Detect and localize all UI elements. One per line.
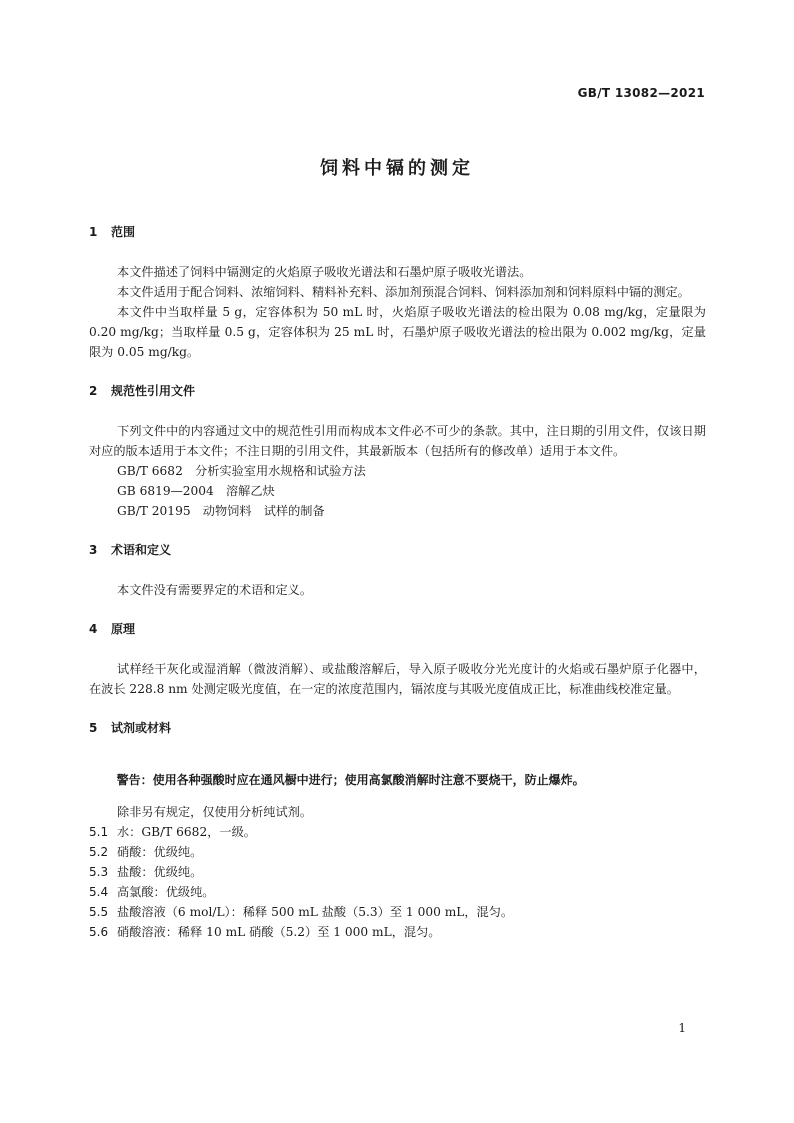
page-header: GB/T 13082—2021 bbox=[577, 86, 705, 100]
section-number: 1 bbox=[89, 225, 98, 239]
reference-item: GB/T 20195 动物饲料 试样的制备 bbox=[117, 504, 325, 518]
section-title: 术语和定义 bbox=[111, 543, 172, 557]
document-title: 饲料中镉的测定 bbox=[320, 158, 474, 179]
item-text: 硝酸：优级纯。 bbox=[117, 845, 203, 859]
scope-paragraph-1: 本文件描述了饲料中镉测定的火焰原子吸收光谱法和石墨炉原子吸收光谱法。 bbox=[117, 265, 532, 279]
reagent-item bbox=[89, 862, 706, 882]
page-number: 1 bbox=[678, 1021, 686, 1035]
reagent-item bbox=[89, 902, 706, 922]
section-number: 5 bbox=[89, 721, 98, 735]
item-text: 高氯酸：优级纯。 bbox=[117, 885, 215, 899]
section-number: 4 bbox=[89, 622, 98, 636]
item-number: 5.5 bbox=[89, 905, 109, 919]
reagent-item bbox=[89, 922, 706, 942]
reagents-intro-paragraph: 除非另有规定，仅使用分析纯试剂。 bbox=[117, 805, 313, 819]
principle-paragraph: 试样经干灰化或湿消解（微波消解）、或盐酸溶解后，导入原子吸收分光光度计的火焰或石墨炉原子化器中，在波长 228.8 nm 处测定吸光度值，在一定的浓度范围内，镉浓度与其吸光度值成正比，标准曲线校准定量。 bbox=[89, 662, 706, 696]
reagent-item bbox=[89, 842, 706, 862]
item-text: 水：GB/T 6682，一级。 bbox=[117, 825, 256, 839]
item-number: 5.6 bbox=[89, 925, 109, 939]
scope-paragraph-2: 本文件适用于配合饲料、浓缩饲料、精料补充料、添加剂预混合饲料、饲料添加剂和饲料原料中镉的测定。 bbox=[117, 285, 690, 299]
document-body bbox=[89, 222, 706, 942]
reagent-item bbox=[89, 822, 706, 842]
item-text: 盐酸：优级纯。 bbox=[117, 865, 203, 879]
reference-item: GB 6819—2004 溶解乙炔 bbox=[117, 484, 275, 498]
item-number: 5.1 bbox=[89, 825, 109, 839]
item-text: 硝酸溶液：稀释 10 mL 硝酸（5.2）至 1 000 mL，混匀。 bbox=[117, 925, 441, 939]
section-number: 2 bbox=[89, 384, 98, 398]
section-normative-references-heading bbox=[89, 381, 706, 401]
section-title: 原理 bbox=[111, 622, 136, 636]
section-title: 规范性引用文件 bbox=[111, 384, 196, 398]
item-number: 5.2 bbox=[89, 845, 109, 859]
scope-paragraph-3: 本文件中当取样量 5 g，定容体积为 50 mL 时，火焰原子吸收光谱法的检出限为 0.08 mg/kg，定量限为 0.20 mg/kg；当取样量 0.5 g，定容体积为 25 mL 时，石墨炉原子吸收光谱法的检出限为 0.002 mg/kg，定量限为 0.05 mg/kg。 bbox=[89, 305, 706, 359]
references-intro-paragraph: 下列文件中的内容通过文中的规范性引用而构成本文件必不可少的条款。其中，注日期的引用文件，仅该日期对应的版本适用于本文件；不注日期的引用文件，其最新版本（包括所有的修改单）适用于本文件。 bbox=[89, 424, 706, 458]
section-reagents-heading bbox=[89, 718, 706, 738]
section-principle-heading bbox=[89, 619, 706, 639]
section-scope-heading bbox=[89, 222, 706, 242]
section-number: 3 bbox=[89, 543, 98, 557]
section-terms-heading bbox=[89, 540, 706, 560]
terms-paragraph: 本文件没有需要界定的术语和定义。 bbox=[117, 583, 313, 597]
safety-warning: 警告：使用各种强酸时应在通风橱中进行；使用高氯酸消解时注意不要烧干，防止爆炸。 bbox=[116, 773, 585, 787]
item-number: 5.4 bbox=[89, 885, 109, 899]
item-text: 盐酸溶液（6 mol/L）：稀释 500 mL 盐酸（5.3）至 1 000 mL，混匀。 bbox=[117, 905, 514, 919]
section-title: 试剂或材料 bbox=[111, 721, 172, 735]
section-title: 范围 bbox=[111, 225, 136, 239]
reference-item: GB/T 6682 分析实验室用水规格和试验方法 bbox=[117, 464, 366, 478]
item-number: 5.3 bbox=[89, 865, 109, 879]
reagent-item bbox=[89, 882, 706, 902]
